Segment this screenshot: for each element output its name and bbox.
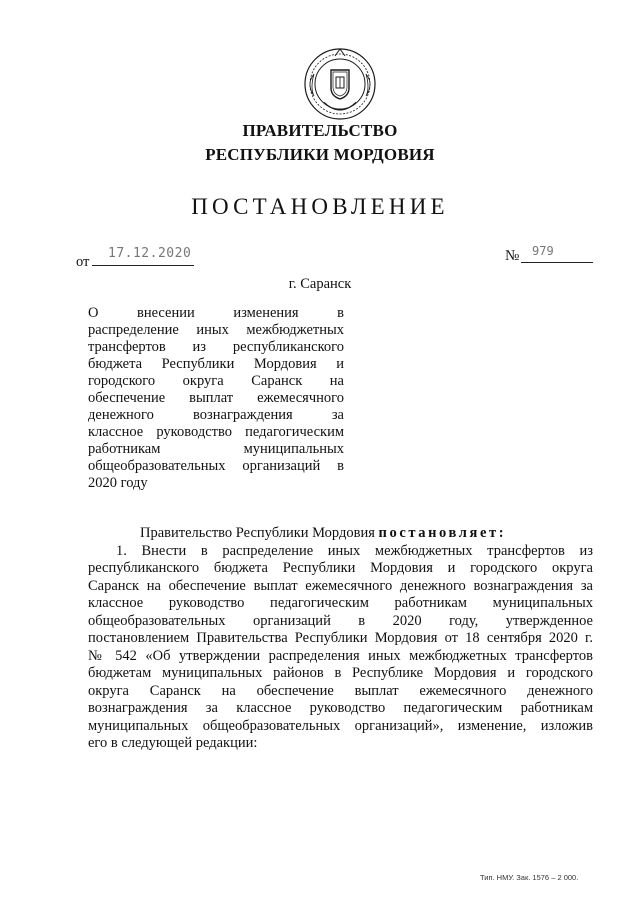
body-line: муниципальных общеобразовательных организаций», изменение, изложив [88, 717, 593, 734]
number-underline [521, 262, 593, 263]
heading-line: общеобразовательных организаций в [88, 458, 344, 474]
body-line: республиканского бюджета Республики Мордовия и городского округа [88, 560, 593, 576]
document-body [88, 525, 593, 753]
organization-name-line1: ПРАВИТЕЛЬСТВО [242, 121, 398, 140]
city-label: г. Саранск [288, 276, 352, 292]
number-value: 979 [532, 244, 554, 258]
heading-line: классное руководство педагогическим [88, 424, 344, 440]
body-line: № 542 «Об утверждении распределения иных межбюджетных трансфертов [88, 647, 593, 664]
heading-line: трансфертов из республиканского [88, 339, 344, 355]
intro-line [88, 525, 593, 543]
body-line: 1. Внести в распределение иных межбюджетных трансфертов из [116, 542, 593, 559]
body-line: бюджетам муниципальных районов в Республике Мордовия и городского [88, 665, 593, 681]
date-label: от [76, 254, 90, 270]
coat-of-arms-icon [302, 44, 378, 122]
organization-name-line2: РЕСПУБЛИКИ МОРДОВИЯ [205, 145, 435, 164]
heading-line: работникам муниципальных [88, 441, 344, 457]
heading-line: городского округа Саранск на [88, 373, 344, 389]
heading-line: денежного вознаграждения за [88, 407, 344, 423]
heading-line: О внесении изменения в [88, 305, 344, 321]
body-line: общеобразовательных организаций в 2020 году, утвержденное [88, 612, 593, 629]
resolution-keyword: постановляет: [378, 525, 507, 541]
body-line: классное руководство педагогическим работникам муниципальных [88, 595, 593, 611]
date-underline [92, 265, 194, 266]
body-line: вознаграждения за классное руководство педагогическим работникам [88, 700, 593, 716]
heading-line: 2020 году [88, 475, 148, 491]
document-type-title: ПОСТАНОВЛЕНИЕ [191, 194, 449, 219]
body-line: постановлением Правительства Республики Мордовия от 18 сентября 2020 г. [88, 630, 593, 646]
heading-line: распределение иных межбюджетных [88, 322, 344, 338]
body-line: округа Саранск на обеспечение выплат ежемесячного денежного [88, 682, 593, 699]
heading-line: обеспечение выплат ежемесячного [88, 390, 344, 406]
printer-mark: Тип. НМУ. Зак. 1576 – 2 000. [480, 873, 579, 882]
date-value: 17.12.2020 [108, 246, 192, 261]
body-line: его в следующей редакции: [88, 735, 258, 751]
body-line: Саранск на обеспечение выплат ежемесячного денежного вознаграждения за [88, 577, 593, 594]
number-label: № [505, 248, 520, 264]
intro-text: Правительство Республики Мордовия [140, 525, 375, 541]
document-heading [88, 305, 344, 492]
heading-line: бюджета Республики Мордовия и [88, 356, 344, 372]
